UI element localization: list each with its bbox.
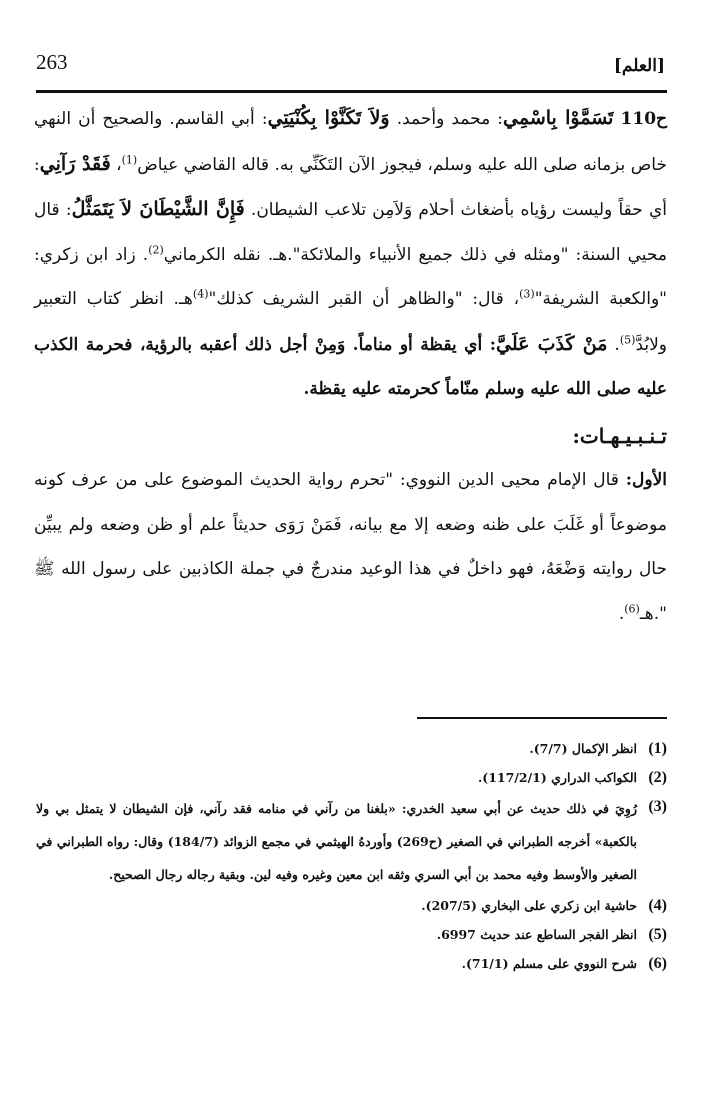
footnote-rule: [417, 717, 667, 719]
commentary-text: ، قال: "والظاهر أن القبر الشريف كذلك": [208, 289, 520, 309]
footnote: [36, 920, 667, 949]
footnote-number: (3): [648, 798, 667, 815]
footnote-text: انظر الفجر الساطع عند حديث 6997.: [436, 927, 637, 942]
footnote-number: (6): [648, 955, 667, 972]
footnote-ref: (2): [148, 242, 164, 256]
footnote-number: (2): [648, 769, 667, 786]
footnote-ref: (1): [121, 152, 138, 166]
footnote-ref: (6): [624, 601, 640, 615]
hadith-ref: ح110: [620, 109, 668, 129]
paragraph-first-note: [34, 458, 667, 636]
footnote-ref: (5): [619, 332, 636, 346]
commentary-text: . زاد ابن زكري: "والكعبة الشريفة": [34, 244, 667, 309]
footnote-text: شرح النووي على مسلم (71/1).: [461, 956, 637, 971]
footnote-number: (4): [648, 897, 667, 914]
commentary-text: .: [607, 334, 620, 355]
hadith-quote: وَلاَ تَكَنَّوْا بِكُنْيَتِي: [267, 107, 390, 129]
hadith-quote: مَنْ كَذَبَ عَلَيَّ: [496, 332, 608, 355]
notes-heading: تـنـبـيـهـات:: [572, 423, 667, 448]
section-title: [العلم]: [613, 56, 665, 76]
commentary-text: : أبي القاسم. والصحيح أن النهي خاص بزمانه صلى الله عليه وسلم، فيجوز الآن التَكَنِّي به. قاله القاضي عياض: [34, 109, 667, 175]
footnote-text: الكواكب الدراري (117/2/1).: [477, 770, 637, 785]
hadith-quote: فَإِنَّ الشَّيْطَانَ لاَ يَتَمَثَّلُ: [71, 198, 245, 220]
commentary-text: : أي حقاً وليست رؤياه بأضغاث أحلام وَلاَمِن تلاعب الشيطان.: [34, 154, 667, 220]
note-text: .: [618, 603, 625, 624]
hadith-quote: فَقَدْ رَآنِي: [39, 152, 111, 175]
header-rule: [36, 90, 667, 93]
commentary-text: : محمد وأحمد.: [389, 109, 504, 129]
footnote-text: حاشية ابن زكري على البخاري (207/5).: [421, 898, 637, 913]
commentary-text: ،: [110, 154, 122, 175]
footnote-text: رُوِيَ في ذلك حديث عن أبي سعيد الخدري: «بلغنا من رآني في منامه فقد رآني، فإن الشيطان لا يتمثل بي ولا بالكعبة» أخرجه الطبراني في الصغير (ح269) وأوردهُ الهيثمي في مجمع الزوائد (184/7) وقال: رواه الطبراني في الصغير والأوسط وفيه محمد بن أبي السري وثقه ابن معين وغيره وفيه لين. وبقية رجاله رجال الصحيح.: [36, 801, 637, 882]
footnote-text: انظر الإكمال (7/7).: [529, 741, 637, 756]
footnote-ref: (3): [519, 287, 535, 301]
paragraph-hadith-commentary: [34, 96, 667, 412]
hadith-quote: تَسَمَّوْا بِاسْمِي: [503, 107, 614, 129]
footnote: [36, 792, 667, 891]
footnote-number: (1): [648, 740, 667, 757]
footnote-number: (5): [648, 926, 667, 943]
footnotes: [36, 734, 667, 978]
commentary-text: وَمِنْ أجل ذلك أعقبه بالرؤية، فحرمة الكذب عليه صلى الله عليه وسلم منّاماً كحرمته عليه يقظة.: [34, 334, 667, 399]
main-text: [34, 96, 667, 636]
footnote: [36, 949, 667, 978]
footnote: [36, 763, 667, 792]
footnote: [36, 891, 667, 920]
commentary-text: هـ. انظر كتاب التعبير ولابُدَّ: [34, 289, 667, 355]
note-lead: الأول:: [625, 470, 667, 490]
footnote: [36, 734, 667, 763]
page-number: 263: [36, 50, 68, 74]
footnote-ref: (4): [192, 287, 209, 301]
note-text: قال الإمام محيى الدين النووي: "تحرم رواية الحديث الموضوع على من عرف كونه موضوعاً أو غَلَبَ على ظنه وضعه إلا مع بيانه، فَمَنْ رَوَى حديثاً علم أو ظن وضعه ولم يبيِّن حال روايته وَضْعَهُ، فهو داخلٌ في هذا الوعيد مندرجٌ في جملة الكاذبين على رسول الله ﷺ ".هـ: [34, 470, 667, 624]
commentary-text: : قال محيي السنة: "ومثله في ذلك جميع الأنبياء والملائكة".هـ. نقله الكرماني: [34, 200, 667, 265]
commentary-text: : أي يقظة أو مناماً.: [345, 334, 496, 355]
